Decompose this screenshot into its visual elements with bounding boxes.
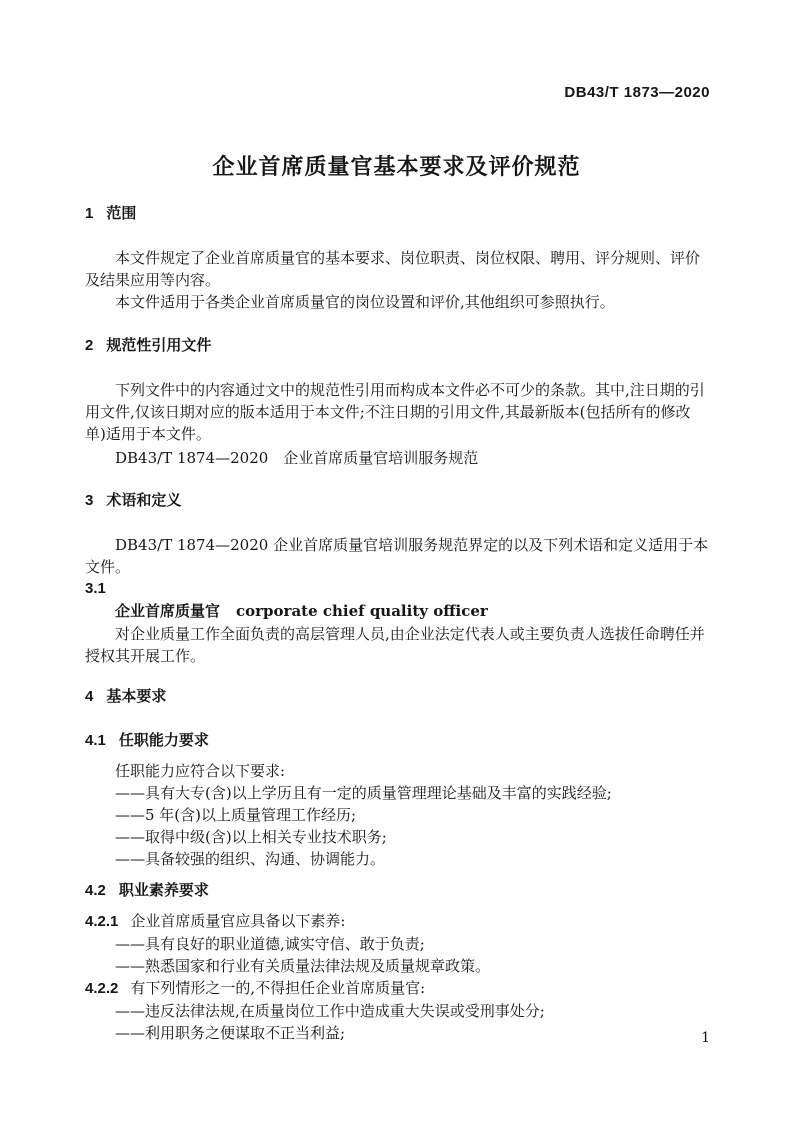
section-4-2-heading: [85, 880, 710, 902]
section-3-paragraph-1: DB43/T 1874—2020 企业首席质量官培训服务规范界定的以及下列术语和定义适用于本文件。: [85, 536, 709, 576]
section-4-1-intro: 任职能力应符合以下要求:: [115, 762, 286, 780]
section-1-heading: [85, 203, 710, 225]
term-definition-heading: [85, 600, 710, 623]
clause-4-2-2: [85, 977, 710, 1000]
clause-4-2-1: [85, 910, 710, 933]
clause-4-2-1-number: 4.2.1: [85, 913, 119, 930]
section-4-heading: [85, 686, 710, 708]
section-4-number: 4: [85, 688, 94, 705]
clause-3-1-number: 3.1: [85, 580, 106, 597]
section-4-2-number: 4.2: [85, 882, 106, 899]
term-english: corporate chief quality officer: [236, 602, 488, 620]
section-3-number: 3: [85, 492, 94, 509]
list-item: ——具有大专(含)以上学历且有一定的质量管理理论基础及丰富的实践经验;: [115, 784, 612, 802]
section-1-paragraph-2: 本文件适用于各类企业首席质量官的岗位设置和评价,其他组织可参照执行。: [115, 293, 615, 311]
section-1-number: 1: [85, 205, 94, 222]
normative-reference: DB43/T 1874—2020 企业首席质量官培训服务规范: [115, 449, 479, 467]
clause-4-2-2-text: 有下列情形之一的,不得担任企业首席质量官:: [130, 979, 426, 997]
section-4-2-title: 职业素养要求: [118, 882, 209, 899]
list-item: ——违反法律法规,在质量岗位工作中造成重大失误或受刑事处分;: [115, 1002, 545, 1020]
list-item: ——熟悉国家和行业有关质量法律法规及质量规章政策。: [115, 957, 491, 975]
section-4-1-title: 任职能力要求: [118, 732, 209, 749]
list-item: ——具备较强的组织、沟通、协调能力。: [115, 850, 386, 868]
document-body: [85, 203, 710, 1044]
section-1-title: 范围: [106, 205, 137, 222]
list-item: ——具有良好的职业道德,诚实守信、敢于负责;: [115, 935, 425, 953]
list-item: ——取得中级(含)以上相关专业技术职务;: [115, 828, 387, 846]
section-2-heading: [85, 335, 710, 357]
term-definition-text: 对企业质量工作全面负责的高层管理人员,由企业法定代表人或主要负责人选拔任命聘任并授权其开展工作。: [85, 625, 705, 665]
document-title: 企业首席质量官基本要求及评价规范: [212, 154, 581, 179]
section-2-number: 2: [85, 337, 94, 354]
section-3-heading: [85, 490, 710, 512]
section-4-1-heading: [85, 730, 710, 752]
clause-4-2-2-number: 4.2.2: [85, 980, 119, 997]
page-number: 1: [701, 1030, 710, 1046]
list-item: ——5 年(含)以上质量管理工作经历;: [115, 806, 357, 824]
section-4-title: 基本要求: [106, 688, 167, 705]
section-1-paragraph-1: 本文件规定了企业首席质量官的基本要求、岗位职责、岗位权限、聘用、评分规则、评价及结果应用等内容。: [85, 249, 701, 289]
section-3-title: 术语和定义: [106, 492, 182, 509]
section-2-paragraph-1: 下列文件中的内容通过文中的规范性引用而构成本文件必不可少的条款。其中,注日期的引用文件,仅该日期对应的版本适用于本文件;不注日期的引用文件,其最新版本(包括所有的修改单)适用于本文件。: [85, 381, 705, 443]
clause-4-2-1-text: 企业首席质量官应具备以下素养:: [130, 912, 346, 930]
section-4-1-number: 4.1: [85, 732, 106, 749]
term-chinese: 企业首席质量官: [115, 603, 221, 620]
standard-code: DB43/T 1873—2020: [564, 84, 710, 101]
section-2-title: 规范性引用文件: [106, 337, 212, 354]
list-item: ——利用职务之便谋取不正当利益;: [115, 1024, 346, 1042]
